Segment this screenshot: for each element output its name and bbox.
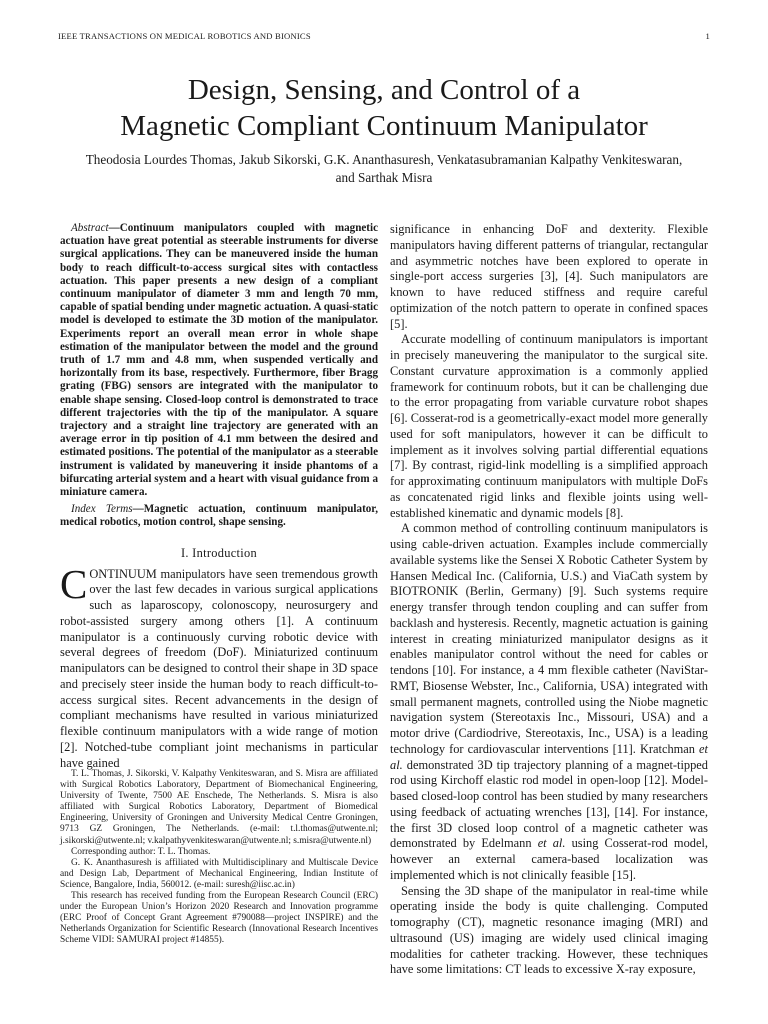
right-paragraph-4: Sensing the 3D shape of the manipulator in real-time while operating inside the body is quite challenging. Computed tomography (CT), magnetic resonance imaging (MRI) and ultrasound (US) imaging are widely used clinical imaging modalities for catheter tracking. However, these techniques have some limitations: CT leads to excessive X-ray exposure,	[390, 883, 708, 977]
right-paragraph-2: Accurate modelling of continuum manipulators is important in precisely maneuvering the manipulator to the surgical site. Constant curvature approximation is a commonly applied framework for continuum robots, but it can be challenging due to the error propagating from variable curvature robot shapes [6]. Cosserat-rod is a geometrically-exact model more generally used for soft manipulators, however it can be difficult to implement as it involves solving partial differential equations [7]. By contrast, rigid-link modelling is a simplified approach for approximating continuum manipulators with multiple DoFs as concatenated rigid links and flexible joints using well-established kinematic and dynamic models [8].	[390, 332, 708, 520]
footnote-funding: This research has received funding from the European Research Council (ERC) under the European Union’s Horizon 2020 Research and Innovation programme (ERC Proof of Concept Grant Agreement #790088—project INSPIRE) and the Netherlands Organization for Scientific Research (Innovational Research Incentives Scheme VIDI: SAMURAI project #14855).	[60, 891, 378, 946]
intro-first-word: ONTINUUM	[89, 566, 157, 581]
intro-text: manipulators have seen tremendous growth over the last few decades in various surgical applications such as laparoscopy, colonoscopy, neurosurgery and robot-assisted surgery among others [1]. A continuum manipulator is a continuously curving robotic device with several degrees of freedom (DoF). Miniaturized continuum manipulators can be designed to control their shape in 3D space and precisely steer inside the human body to reach difficult-to-access surgical sites. Recent advancements in the design of compliant mechanisms have resulted in various miniaturized flexible continuum manipulators with a wide range of motion [2]. Notched-tube compliant joint mechanisms in particular have gained	[60, 566, 378, 770]
right-p3-part-c: using Cosserat-rod model, however an external camera-based localization was implemented which is not clinically feasible [15].	[390, 836, 709, 882]
right-p3-etal-1: et al.	[390, 741, 708, 772]
abstract-label: Abstract	[71, 222, 109, 234]
intro-paragraph	[60, 560, 378, 772]
paper-title	[0, 72, 768, 144]
right-column	[390, 222, 708, 978]
left-column	[60, 222, 378, 771]
abstract	[60, 222, 378, 499]
author-list	[40, 151, 728, 187]
footnotes	[60, 769, 378, 947]
footnote-ananthasuresh: G. K. Ananthasuresh is affiliated with Multidisciplinary and Multiscale Device and Design Lab, Department of Mechanical Engineering, Indian Institute of Science, Bangalore, India, 560012. (e-mail: suresh@iisc.ac.in)	[60, 857, 378, 890]
abstract-text: —Continuum manipulators coupled with magnetic actuation have great potential as steerable instruments for diverse surgical applications. They can be maneuvered inside the human body to reach difficult-to-access surgical sites with contactless actuation. This paper presents a new design of a compliant continuum manipulator of diameter 3 mm and length 70 mm, capable of spatial bending under magnetic actuation. A quasi-static model is developed to estimate the 3D motion of the manipulator. Experiments report an overall mean error in whole shape estimation of the manipulator between the model and the ground truth of 1.7 mm and 4.8 mm, when suspended vertically and horizontally from its base, respectively. Furthermore, fiber Bragg grating (FBG) sensors are integrated with the manipulator to enable shape sensing. Closed-loop control is demonstrated to trace different trajectories with the tip of the manipulator. A square trajectory and a straight line trajectory are generated with an average error in tip position of 4.1 mm between the desired and estimated positions. The potential of the manipulator as a steerable instrument is validated by maneuvering it inside phantoms of a bifurcating arterial system and a heart with visual guidance from a miniature camera.	[60, 222, 378, 499]
page-number: 1	[705, 31, 710, 41]
right-paragraph-1: significance in enhancing DoF and dexterity. Flexible manipulators having different patterns of triangular, rectangular and asymmetric notches have been explored to operate in single-port access surgeries [3], [4]. Such manipulators are known to have reduced stiffness and require careful optimization of the notch pattern to operate in confined spaces [5].	[390, 222, 708, 331]
index-terms	[60, 503, 378, 529]
right-p3-part-a: A common method of controlling continuum manipulators is using cable-driven actuation. Examples include commercially available systems like the Sensei X Robotic Catheter System by Hansen Medical Inc. (California, U.S.) and ViaCath system by BIOTRONIK (Berlin, Germany) [9]. Such systems require energy transfer through tendon coupling and can suffer from backlash and hysteresis. Recently, magnetic actuation is gaining interest in creating miniaturized manipulator designs as it enables manipulator control without the need for cables or tendons [10]. For instance, a 4 mm flexible catheter (NaviStar-RMT, Biosense Webster, Inc., California, USA) integrated with small permanent magnets, controlled using the Niobe magnetic navigation system (Stereotaxis Inc., Missouri, USA) and a motor drive (Cardiodrive, Stereotaxis, Inc., USA) is a leading technology for cardiovascular interventions [11]. Kratchman	[390, 521, 708, 756]
running-header	[58, 31, 710, 43]
footnote-corresponding: Corresponding author: T. L. Thomas.	[71, 846, 211, 857]
authors-line-1: Theodosia Lourdes Thomas, Jakub Sikorski, G.K. Ananthasuresh, Venkatasubramanian Kalpathy Venkiteswaran,	[85, 152, 683, 167]
index-terms-label: Index Terms	[71, 503, 133, 516]
title-line-2: Magnetic Compliant Continuum Manipulator	[120, 110, 648, 142]
footnote-affiliation: T. L. Thomas, J. Sikorski, V. Kalpathy Venkiteswaran, and S. Misra are affiliated with Surgical Robotics Laboratory, Department of Biomechanical Engineering, University of Twente, 7500 AE Enschede, The Netherlands. S. Misra is also affiliated with Surgical Robotics Laboratory, Department of Biomedical Engineering, University of Groningen and University Medical Centre Groningen, 9713 GZ Groningen, The Netherlands. (e-mail: t.l.thomas@utwente.nl; j.sikorski@utwente.nl; v.kalpathyvenkiteswaran@utwente.nl; s.misra@utwente.nl)	[60, 769, 378, 846]
drop-cap: C	[60, 560, 88, 607]
authors-line-2: and Sarthak Misra	[335, 170, 433, 185]
journal-name: IEEE TRANSACTIONS ON MEDICAL ROBOTICS AND BIONICS	[58, 31, 311, 41]
right-p3-part-b: demonstrated 3D tip trajectory planning of a magnet-tipped rod using Kirchoff elastic rod model in open-loop [12]. Model-based closed-loop control has been studied by many researchers using feedback of actuating wrenches [13], [14]. For instance, the first 3D closed loop control of a magnetic catheter was demonstrated by Edelmann	[390, 757, 708, 851]
title-line-1: Design, Sensing, and Control of a	[187, 74, 581, 106]
section-heading-introduction: I. Introduction	[180, 545, 258, 560]
index-terms-text: —Magnetic actuation, continuum manipulator, medical robotics, motion control, shape sensing.	[60, 503, 378, 529]
right-p3-etal-2: et al.	[537, 836, 566, 851]
right-paragraph-3	[390, 521, 708, 883]
